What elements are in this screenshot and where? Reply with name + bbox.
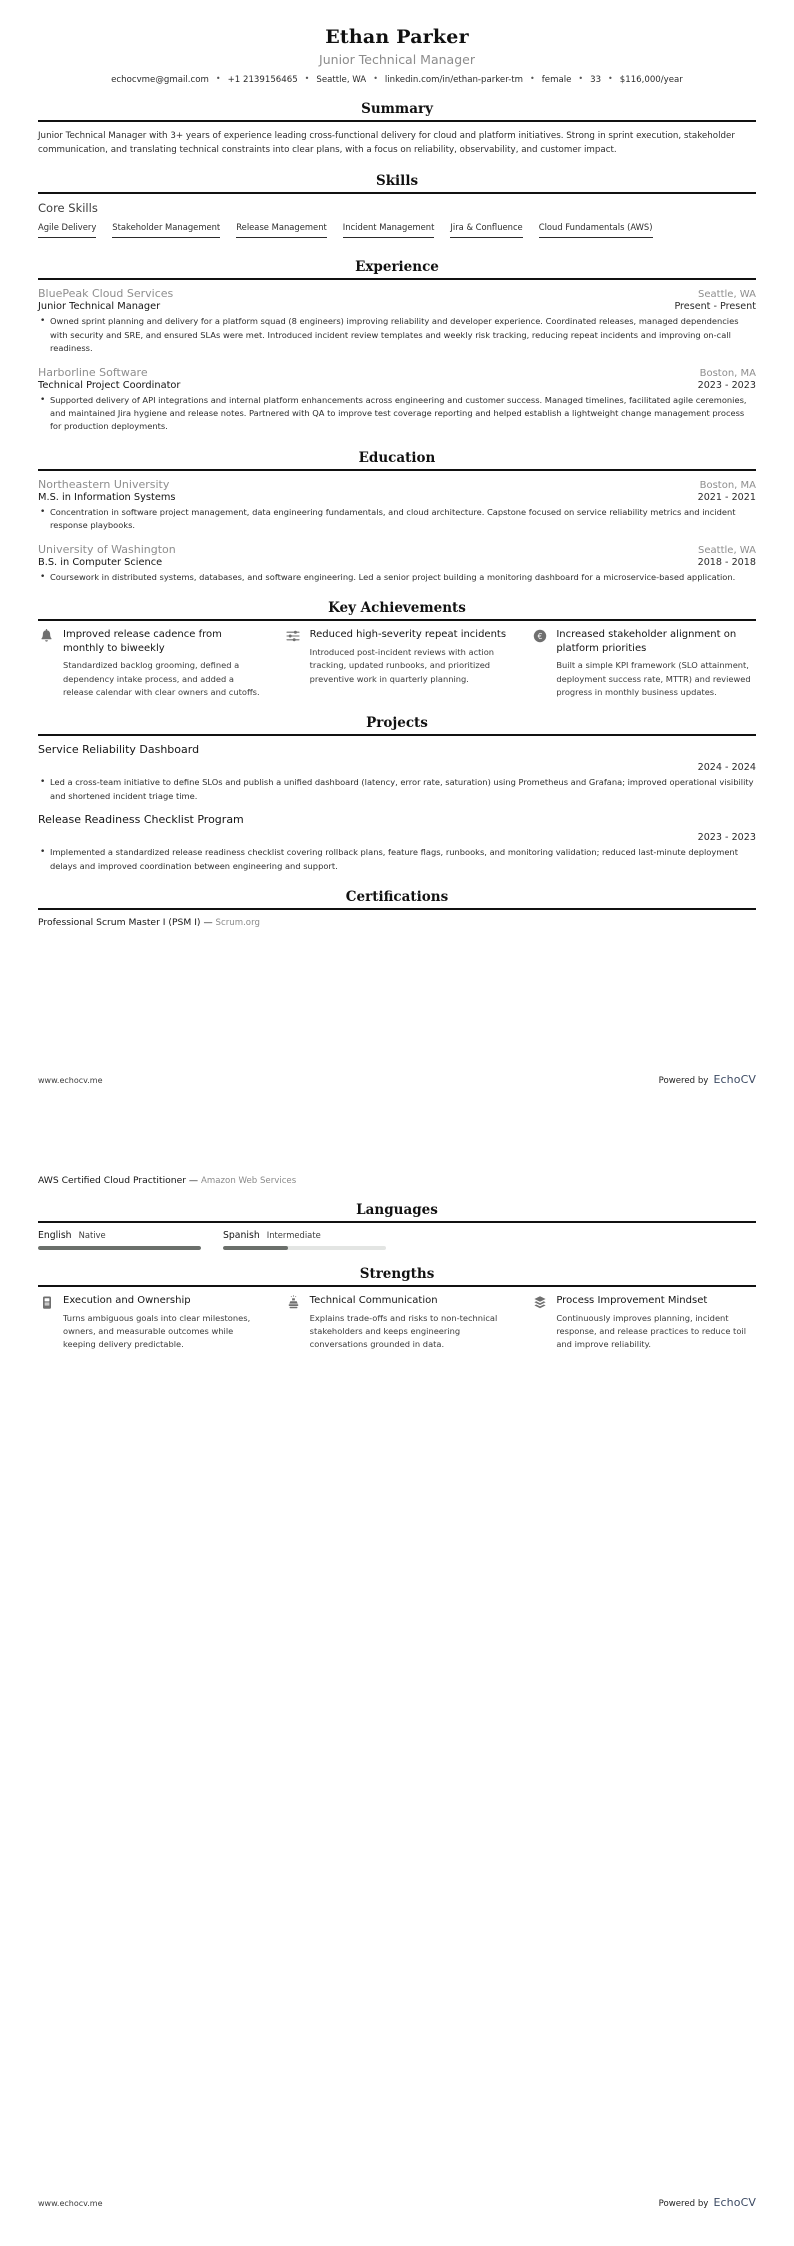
header-contact-list <box>38 75 756 85</box>
education-entry <box>38 543 756 584</box>
skill-chip: Stakeholder Management <box>112 222 220 238</box>
section-divider <box>38 908 756 910</box>
skill-chip: Jira & Confluence <box>450 222 522 238</box>
footer-powered-by <box>659 1068 756 1087</box>
experience-company: BluePeak Cloud Services <box>38 287 174 301</box>
section-heading: Strengths <box>359 1266 435 1282</box>
section-heading: Education <box>358 449 436 466</box>
section-certifications <box>38 889 756 928</box>
language-name: Spanish <box>223 1230 260 1241</box>
section-divider <box>38 278 756 280</box>
experience-entry <box>38 287 756 355</box>
page-title: Ethan Parker <box>325 26 469 48</box>
achievement-title: Reduced high-severity repeat incidents <box>309 629 507 641</box>
svg-text:€: € <box>537 632 543 642</box>
language-level: Intermediate <box>266 1230 321 1240</box>
strength-description: Continuously improves planning, incident response, and release practices to reduce toil and improve reliability. <box>556 1312 747 1350</box>
achievement-item <box>285 628 510 699</box>
strength-title: Execution and Ownership <box>63 1295 191 1306</box>
bullet-item: • Coursework in distributed systems, databases, and software engineering. Led a senior project building a monitoring dashboard for a microservice-based application. <box>38 571 756 584</box>
experience-dates: 2023 - 2023 <box>697 379 756 391</box>
bullet-item: • Concentration in software project management, data engineering fundamentals, and cloud architecture. Capstone focused on service reliability metrics and incident response playbooks. <box>38 506 756 533</box>
megaphone-icon <box>285 1294 302 1310</box>
education-dates: 2021 - 2021 <box>697 491 756 503</box>
language-level: Native <box>78 1230 106 1240</box>
section-summary <box>38 101 756 157</box>
language-progress-fill <box>223 1246 288 1250</box>
section-heading: Certifications <box>345 889 449 906</box>
section-key-achievements <box>38 600 756 699</box>
skills-list <box>38 222 756 243</box>
skill-chip: Agile Delivery <box>38 222 96 238</box>
experience-company: Harborline Software <box>38 365 148 379</box>
certification-issuer: Scrum.org <box>215 918 260 929</box>
section-divider <box>38 120 756 122</box>
strength-description: Turns ambiguous goals into clear milestones, owners, and measurable outcomes while keeping delivery predictable. <box>63 1312 251 1350</box>
resume-page-2 <box>0 1123 794 2246</box>
achievement-title: Improved release cadence from monthly to biweekly <box>63 629 222 654</box>
section-heading: Projects <box>366 715 428 732</box>
contact-separator-icon: • <box>608 74 613 83</box>
experience-job-title: Technical Project Coordinator <box>38 379 181 391</box>
languages-grid <box>38 1230 756 1250</box>
section-divider <box>38 1221 756 1223</box>
section-projects <box>38 715 756 873</box>
bell-icon <box>38 628 55 644</box>
education-location: Boston, MA <box>699 479 756 491</box>
language-slot-empty <box>593 1230 756 1250</box>
education-location: Seattle, WA <box>698 544 756 556</box>
education-school: Northeastern University <box>38 477 170 491</box>
project-bullets <box>38 846 756 873</box>
project-item <box>38 743 756 803</box>
section-divider <box>38 469 756 471</box>
experience-bullets <box>38 394 756 434</box>
page-footer <box>38 2191 756 2210</box>
certification-item <box>38 917 756 928</box>
experience-bullets <box>38 315 756 355</box>
experience-entry <box>38 366 756 434</box>
section-divider <box>38 619 756 621</box>
footer-brand[interactable]: EchoCV <box>713 2196 756 2209</box>
achievement-description: Built a simple KPI framework (SLO attainment, deployment success rate, MTTR) and reviewed progress in monthly business updates. <box>556 660 751 697</box>
contact-separator-icon: • <box>578 74 584 83</box>
experience-dates: Present - Present <box>674 301 756 313</box>
education-entry <box>38 478 756 533</box>
language-name: English <box>38 1230 72 1241</box>
section-divider <box>38 1285 756 1287</box>
certification-separator: — <box>188 1175 199 1186</box>
certification-name: Professional Scrum Master I (PSM I) <box>38 917 201 929</box>
contact-location: Seattle, WA <box>316 75 367 85</box>
achievement-description: Introduced post-incident reviews with action tracking, updated runbooks, and prioritized preventive work in quarterly planning. <box>309 646 495 684</box>
section-experience <box>38 259 756 434</box>
section-divider <box>38 192 756 194</box>
summary-text: Junior Technical Manager with 3+ years of experience leading cross-functional delivery for cloud and platform initiatives. Strong in sprint execution, stakeholder communication, and translating technical constraints into clear plans, with a focus on reliability, observability, and customer impact. <box>38 131 735 156</box>
layers-icon <box>531 1294 548 1310</box>
language-item <box>223 1230 386 1250</box>
language-progress-bar <box>223 1246 386 1250</box>
contact-email: echocvme@gmail.com <box>111 75 209 85</box>
education-bullets <box>38 506 756 533</box>
section-heading: Skills <box>375 173 419 190</box>
education-dates: 2018 - 2018 <box>697 556 756 568</box>
contact-separator-icon: • <box>373 74 378 83</box>
section-languages <box>38 1202 756 1250</box>
skill-chip: Release Management <box>236 222 327 238</box>
achievement-item <box>531 628 756 699</box>
section-certifications-continued <box>38 1175 756 1186</box>
strength-description: Explains trade-offs and risks to non-technical stakeholders and keeps engineering conversations grounded in data. <box>309 1312 498 1350</box>
skill-chip: Cloud Fundamentals (AWS) <box>539 222 653 238</box>
section-heading: Key Achievements <box>328 600 466 617</box>
achievement-item <box>38 628 263 699</box>
bullet-item: • Led a cross-team initiative to define SLOs and publish a unified dashboard (latency, error rate, saturation) using Prometheus and Grafana; improved operational visibility and shortened incident triage time. <box>38 776 756 803</box>
project-title: Service Reliability Dashboard <box>38 743 200 757</box>
skill-chip: Incident Management <box>343 222 435 238</box>
certification-item <box>38 1175 756 1186</box>
strength-title: Technical Communication <box>309 1295 438 1306</box>
contact-gender: female <box>541 75 572 85</box>
certification-name: AWS Certified Cloud Practitioner <box>38 1175 186 1186</box>
bullet-item: • Owned sprint planning and delivery for a platform squad (8 engineers) improving reliability and developer experience. Coordinated releases, managed dependencies with security and SRE, and ensured SLAs were met. Introduced incident review templates and weekly risk tracking, reducing repeat incidents and improving on-call readiness. <box>38 315 756 355</box>
key-achievements-grid <box>38 628 756 699</box>
education-degree: M.S. in Information Systems <box>38 491 176 503</box>
contact-separator-icon: • <box>304 74 310 83</box>
language-slot-empty <box>408 1230 571 1250</box>
project-title: Release Readiness Checklist Program <box>38 813 244 827</box>
experience-location: Boston, MA <box>699 367 756 379</box>
footer-powered-label: Powered by <box>658 2199 709 2209</box>
bullet-item: • Supported delivery of API integrations and internal platform enhancements across engineering and customer success. Managed timelines, facilitated agile ceremonies, and maintained Jira hygiene and release notes. Partnered with QA to improve test coverage reporting and helped establish a lightweight change management process for production deployments. <box>38 394 756 434</box>
bullet-item: • Implemented a standardized release readiness checklist covering rollback plans, feature flags, runbooks, and monitoring validation; reduced last-minute deployment delays and improved coordination between engineering and support. <box>38 846 756 873</box>
strength-item <box>285 1294 510 1352</box>
skills-group-title: Core Skills <box>38 201 98 216</box>
achievement-title: Increased stakeholder alignment on platform priorities <box>556 629 737 654</box>
footer-url[interactable]: www.echocv.me <box>38 1076 103 1085</box>
experience-location: Seattle, WA <box>698 289 756 301</box>
experience-job-title: Junior Technical Manager <box>38 301 161 313</box>
sliders-icon <box>285 628 302 643</box>
section-skills <box>38 173 756 243</box>
section-strengths <box>38 1266 756 1352</box>
strengths-grid <box>38 1294 756 1352</box>
achievement-description: Standardized backlog grooming, defined a dependency intake process, and added a release calendar with clear owners and cutoffs. <box>63 660 260 697</box>
section-heading: Summary <box>361 101 433 117</box>
language-progress-bar <box>38 1246 201 1250</box>
footer-powered-label: Powered by <box>658 1076 709 1086</box>
contact-separator-icon: • <box>530 74 535 83</box>
project-dates: 2023 - 2023 <box>697 832 756 844</box>
education-degree: B.S. in Computer Science <box>38 556 163 568</box>
contact-salary: $116,000/year <box>619 75 683 85</box>
strength-item <box>38 1294 263 1352</box>
contact-age: 33 <box>590 75 602 85</box>
page-footer <box>38 1068 756 1087</box>
contact-phone: +1 2139156465 <box>227 75 298 85</box>
project-dates: 2024 - 2024 <box>697 762 756 774</box>
section-education <box>38 450 756 584</box>
footer-powered-by <box>659 2191 756 2210</box>
certification-separator: — <box>203 917 213 929</box>
strength-item <box>531 1294 756 1352</box>
education-bullets <box>38 571 756 584</box>
contact-separator-icon: • <box>215 74 221 83</box>
battery-icon <box>38 1294 55 1310</box>
footer-brand[interactable]: EchoCV <box>713 1073 756 1086</box>
footer-url[interactable]: www.echocv.me <box>38 2199 103 2208</box>
header-role: Junior Technical Manager <box>319 52 475 67</box>
strength-title: Process Improvement Mindset <box>556 1295 708 1306</box>
education-school: University of Washington <box>38 542 176 556</box>
project-bullets <box>38 776 756 803</box>
section-heading: Experience <box>355 259 439 276</box>
coin-euro-icon <box>531 628 548 643</box>
certification-issuer: Amazon Web Services <box>201 1176 297 1186</box>
language-item <box>38 1230 201 1250</box>
contact-linkedin: linkedin.com/in/ethan-parker-tm <box>384 75 524 85</box>
project-item <box>38 813 756 873</box>
section-divider <box>38 734 756 736</box>
language-progress-fill <box>38 1246 201 1250</box>
section-heading: Languages <box>356 1202 438 1218</box>
